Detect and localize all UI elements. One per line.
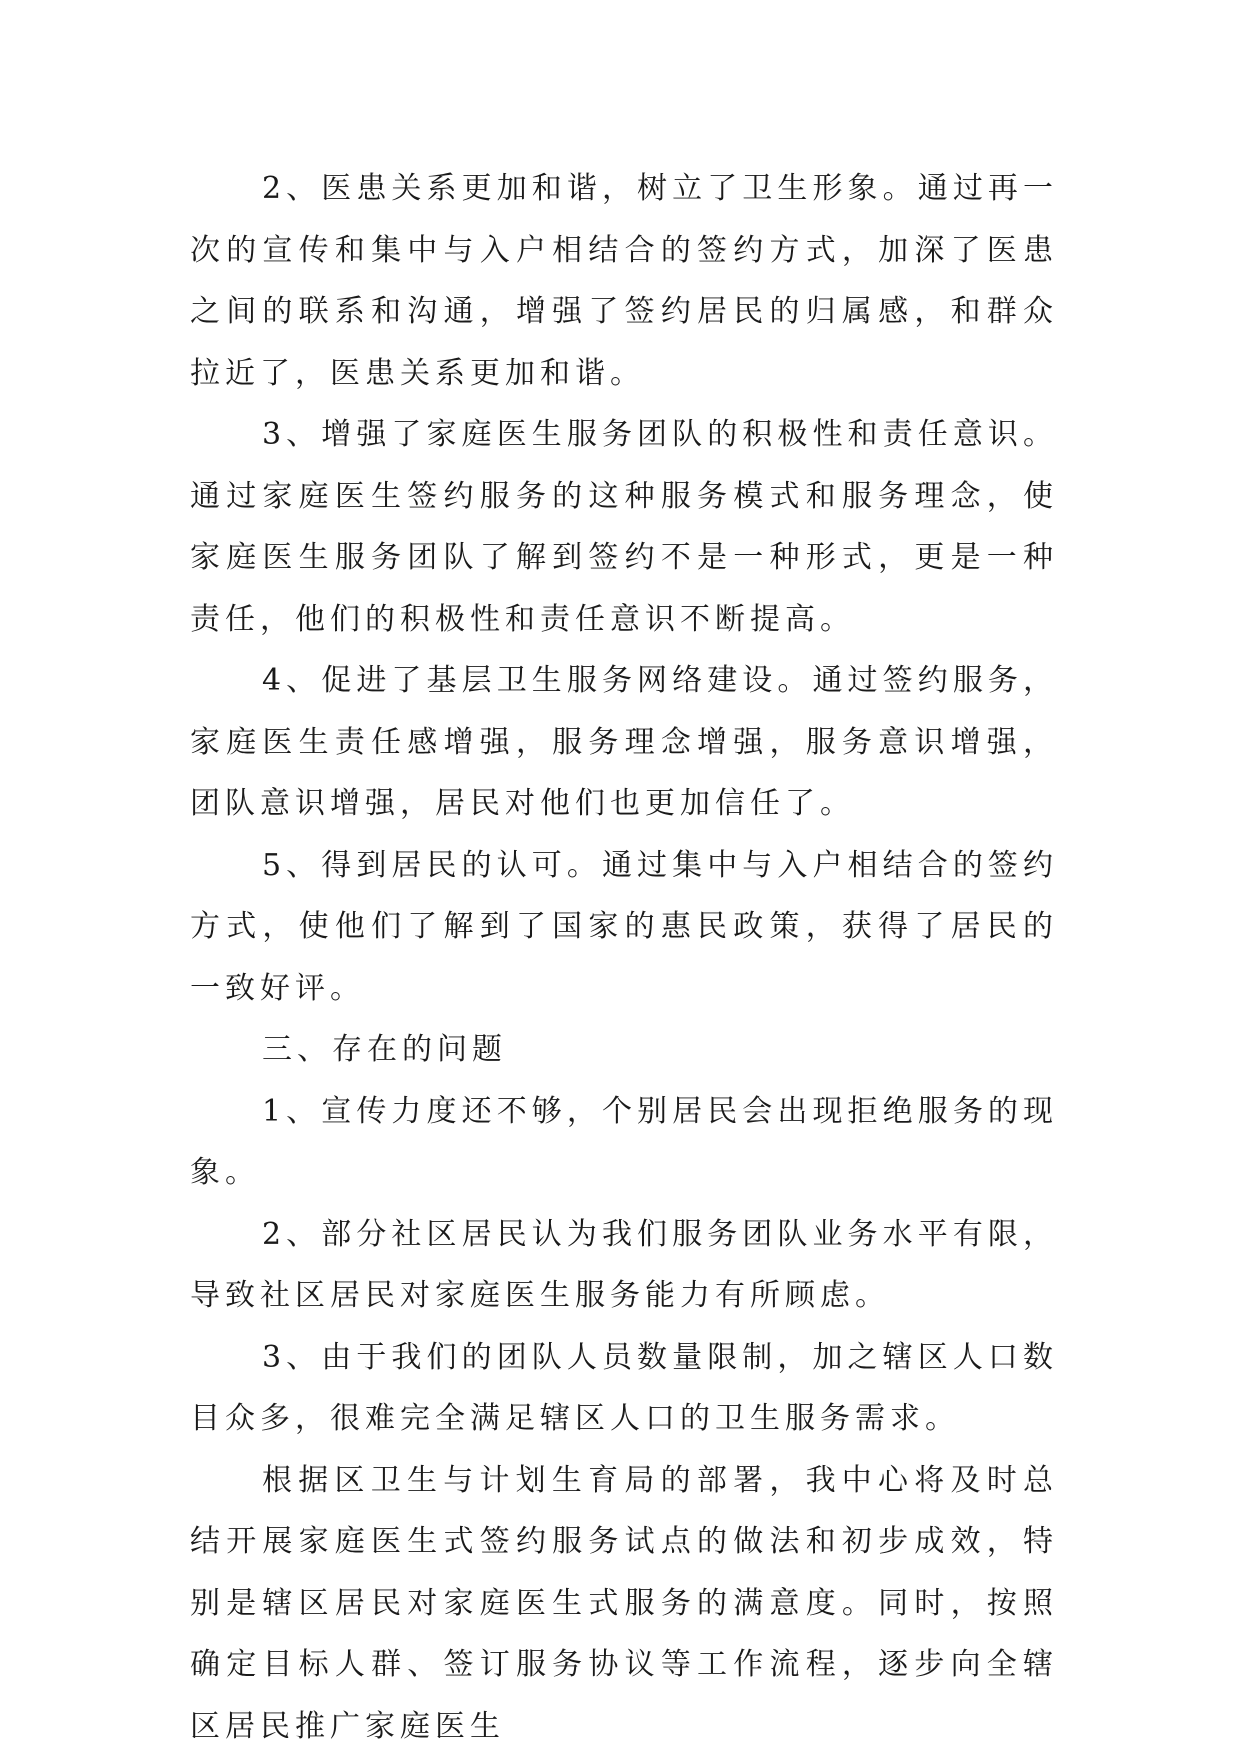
- paragraph-team-responsibility: 3、增强了家庭医生服务团队的积极性和责任意识。通过家庭医生签约服务的这种服务模式和服务理念，使家庭医生服务团队了解到签约不是一种形式，更是一种责任，他们的积极性和责任意识不断提高。: [190, 404, 1058, 650]
- problem-item-team-capability: 2、部分社区居民认为我们服务团队业务水平有限，导致社区居民对家庭医生服务能力有所顾虑。: [190, 1204, 1058, 1327]
- paragraph-closing-plan: 根据区卫生与计划生育局的部署，我中心将及时总结开展家庭医生式签约服务试点的做法和初步成效，特别是辖区居民对家庭医生式服务的满意度。同时，按照确定目标人群、签订服务协议等工作流程，逐步向全辖区居民推广家庭医生: [190, 1450, 1058, 1757]
- problem-item-staffing: 3、由于我们的团队人员数量限制，加之辖区人口数目众多，很难完全满足辖区人口的卫生服务需求。: [190, 1327, 1058, 1450]
- section-heading-problems: 三、存在的问题: [190, 1019, 1058, 1081]
- paragraph-network-construction: 4、促进了基层卫生服务网络建设。通过签约服务，家庭医生责任感增强，服务理念增强，服务意识增强，团队意识增强，居民对他们也更加信任了。: [190, 650, 1058, 835]
- paragraph-doctor-patient-relationship: 2、医患关系更加和谐，树立了卫生形象。通过再一次的宣传和集中与入户相结合的签约方式，加深了医患之间的联系和沟通，增强了签约居民的归属感，和群众拉近了，医患关系更加和谐。: [190, 158, 1058, 404]
- problem-item-publicity: 1、宣传力度还不够，个别居民会出现拒绝服务的现象。: [190, 1081, 1058, 1204]
- paragraph-resident-approval: 5、得到居民的认可。通过集中与入户相结合的签约方式，使他们了解到了国家的惠民政策，获得了居民的一致好评。: [190, 835, 1058, 1020]
- document-body: [190, 158, 1058, 1757]
